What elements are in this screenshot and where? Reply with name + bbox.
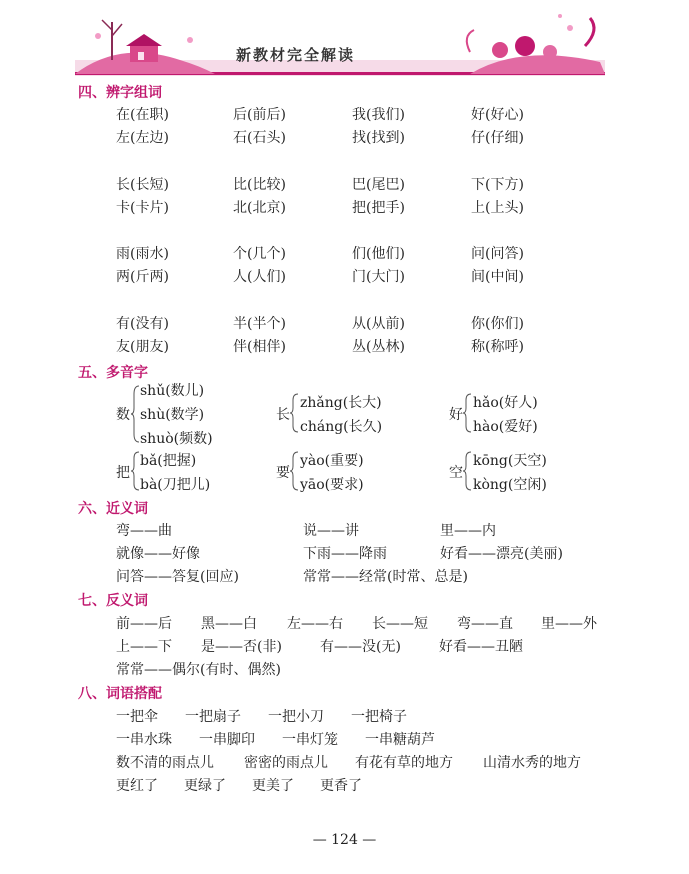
collocation-item: 一串水珠 [116, 732, 172, 748]
antonym-pair: 左——右 [287, 616, 343, 632]
synonym-pair: 问答——答复(回应) [116, 569, 239, 585]
character-word-pair: 称(称呼) [471, 339, 524, 355]
antonym-pair: 黑——白 [201, 616, 257, 632]
section-title-polyphonic-characters: 五、多音字 [78, 365, 148, 381]
character-word-pair: 伴(相伴) [233, 339, 286, 355]
synonym-pair: 弯——曲 [116, 523, 172, 539]
banner-decoration [0, 0, 689, 80]
polyphone-char: 要 [276, 465, 290, 481]
collocation-item: 一串糖葫芦 [365, 732, 435, 748]
antonym-pair: 弯——直 [457, 616, 513, 632]
antonym-pair: 上——下 [116, 639, 172, 655]
collocation-item: 更红了 [116, 778, 158, 794]
character-word-pair: 上(上头) [471, 200, 524, 216]
polyphone-reading: shù(数学) [140, 407, 205, 423]
polyphone-char: 把 [116, 465, 130, 481]
character-word-pair: 找(找到) [352, 130, 405, 146]
character-word-pair: 个(几个) [233, 246, 286, 262]
collocation-item: 更绿了 [184, 778, 226, 794]
character-word-pair: 两(斤两) [116, 269, 169, 285]
character-word-pair: 间(中间) [471, 269, 524, 285]
polyphone-char: 长 [276, 407, 290, 423]
synonym-pair: 里——内 [440, 523, 496, 539]
character-word-pair: 问(问答) [471, 246, 524, 262]
polyphone-reading: kōng(天空) [473, 453, 547, 469]
polyphone-char: 数 [116, 407, 130, 423]
antonym-pair: 里——外 [541, 616, 597, 632]
polyphone-reading: bà(刀把儿) [140, 477, 211, 493]
character-word-pair: 在(在职) [116, 107, 169, 123]
collocation-item: 一串脚印 [199, 732, 255, 748]
collocation-item: 山清水秀的地方 [483, 755, 581, 771]
polyphone-reading: shǔ(数儿) [140, 383, 205, 399]
character-word-pair: 有(没有) [116, 316, 169, 332]
antonym-pair: 常常——偶尔(有时、偶然) [116, 662, 281, 678]
character-word-pair: 卡(卡片) [116, 200, 169, 216]
character-word-pair: 巴(尾巴) [352, 177, 405, 193]
antonym-pair: 长——短 [372, 616, 428, 632]
character-word-pair: 们(他们) [352, 246, 405, 262]
antonym-pair: 是——否(非) [201, 639, 282, 655]
section-title-word-collocation: 八、词语搭配 [78, 686, 162, 702]
character-word-pair: 雨(雨水) [116, 246, 169, 262]
character-word-pair: 仔(仔细) [471, 130, 524, 146]
polyphone-reading: hǎo(好人) [473, 395, 538, 411]
character-word-pair: 我(我们) [352, 107, 405, 123]
polyphone-reading: zhǎng(长大) [300, 395, 382, 411]
antonym-pair: 有——没(无) [320, 639, 401, 655]
section-title-antonyms: 七、反义词 [78, 593, 148, 609]
brace-icon [463, 450, 473, 492]
section-title-synonyms: 六、近义词 [78, 501, 148, 517]
character-word-pair: 下(下方) [471, 177, 524, 193]
collocation-item: 密密的雨点儿 [244, 755, 328, 771]
antonym-pair: 好看——丑陋 [439, 639, 523, 655]
polyphone-reading: hào(爱好) [473, 419, 538, 435]
character-word-pair: 好(好心) [471, 107, 524, 123]
collocation-item: 有花有草的地方 [355, 755, 453, 771]
character-word-pair: 北(北京) [233, 200, 286, 216]
polyphone-reading: shuò(频数) [140, 431, 213, 447]
character-word-pair: 石(石头) [233, 130, 286, 146]
collocation-item: 更美了 [252, 778, 294, 794]
polyphone-reading: kòng(空闲) [473, 477, 547, 493]
character-word-pair: 丛(丛林) [352, 339, 405, 355]
collocation-item: 一把伞 [116, 709, 158, 725]
synonym-pair: 下雨——降雨 [303, 546, 387, 562]
brace-icon [290, 450, 300, 492]
book-title: 新教材完全解读 [236, 46, 356, 64]
section-title-distinguish-characters: 四、辨字组词 [78, 85, 162, 101]
polyphone-char: 空 [449, 465, 463, 481]
polyphone-char: 好 [449, 407, 463, 423]
polyphone-reading: yāo(要求) [300, 477, 364, 493]
character-word-pair: 半(半个) [233, 316, 286, 332]
collocation-item: 更香了 [320, 778, 362, 794]
brace-icon [463, 392, 473, 434]
polyphone-reading: bǎ(把握) [140, 453, 197, 469]
synonym-pair: 说——讲 [303, 523, 359, 539]
page-number: — 124 — [312, 832, 377, 848]
character-word-pair: 比(比较) [233, 177, 286, 193]
synonym-pair: 就像——好像 [116, 546, 200, 562]
character-word-pair: 后(前后) [233, 107, 286, 123]
header-banner [0, 0, 689, 80]
character-word-pair: 你(你们) [471, 316, 524, 332]
collocation-item: 一把椅子 [351, 709, 407, 725]
character-word-pair: 友(朋友) [116, 339, 169, 355]
character-word-pair: 人(人们) [233, 269, 286, 285]
collocation-item: 一把扇子 [185, 709, 241, 725]
character-word-pair: 门(大门) [352, 269, 405, 285]
character-word-pair: 把(把手) [352, 200, 405, 216]
brace-icon [290, 392, 300, 434]
character-word-pair: 从(从前) [352, 316, 405, 332]
collocation-item: 一串灯笼 [282, 732, 338, 748]
collocation-item: 一把小刀 [268, 709, 324, 725]
synonym-pair: 好看——漂亮(美丽) [440, 546, 563, 562]
character-word-pair: 长(长短) [116, 177, 169, 193]
polyphone-reading: cháng(长久) [300, 419, 383, 435]
character-word-pair: 左(左边) [116, 130, 169, 146]
synonym-pair: 常常——经常(时常、总是) [303, 569, 468, 585]
collocation-item: 数不清的雨点儿 [116, 755, 214, 771]
antonym-pair: 前——后 [116, 616, 172, 632]
polyphone-reading: yào(重要) [300, 453, 364, 469]
